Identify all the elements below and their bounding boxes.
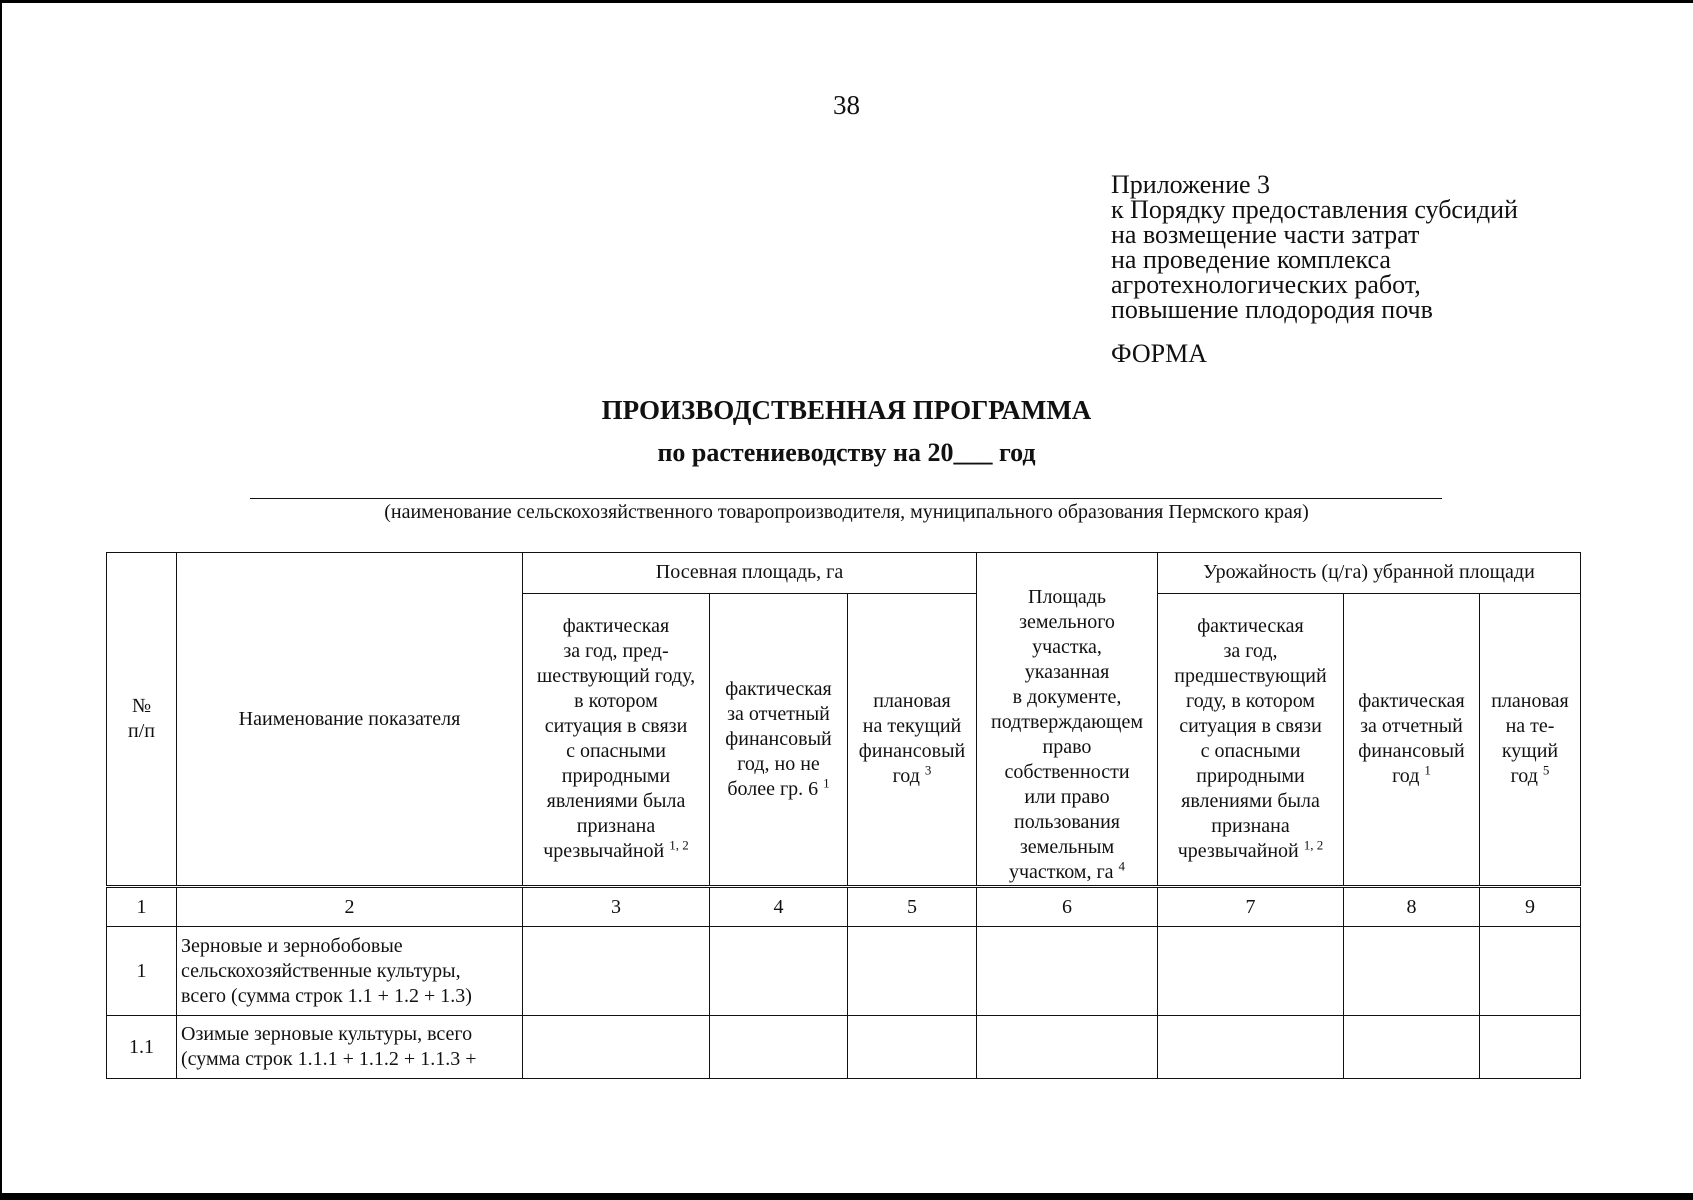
footnote-mark: 1, 2 (1303, 837, 1324, 853)
page-number: 38 (833, 90, 860, 120)
col-header-yield-report (1344, 593, 1480, 886)
column-number: 8 (1344, 887, 1480, 927)
scan-edge-left (0, 0, 2, 1200)
group-header-sown-area: Посевная площадь, га (523, 553, 977, 594)
appendix-line: на возмещение части затрат (1111, 220, 1420, 249)
input-cell[interactable] (977, 1016, 1158, 1079)
appendix-line: Приложение 3 (1111, 170, 1271, 199)
col-header-no: № п/п (107, 553, 177, 887)
col-header-area-plan (848, 593, 977, 886)
col-header-yield-prev-text: фактическая за год, предшествующий году, в котором ситуация в связи с опасными природными явлениями была признана чрезвычайной (1174, 615, 1327, 863)
footnote-mark: 4 (1118, 858, 1126, 874)
col-header-area-prev-text: фактическая за год, пред- шествующий году, в котором ситуация в связи с опасными природными явлениями была признана чрезвычайной (536, 615, 696, 863)
col-header-area-plan-text: плановая на текущий финансовый год (858, 690, 966, 788)
appendix-line: повышение плодородия почв (1111, 295, 1433, 324)
document-title: ПРОИЗВОДСТВЕННАЯ ПРОГРАММА (601, 395, 1092, 425)
col-header-yield-prev (1158, 593, 1344, 886)
input-cell[interactable] (1480, 1016, 1581, 1079)
input-cell[interactable] (977, 927, 1158, 1016)
row-number: 1 (107, 927, 177, 1016)
column-number: 6 (977, 887, 1158, 927)
input-cell[interactable] (848, 1016, 977, 1079)
input-cell[interactable] (710, 1016, 848, 1079)
scan-edge-top (0, 0, 1693, 3)
input-cell[interactable] (523, 1016, 710, 1079)
footnote-mark: 3 (924, 762, 932, 778)
input-cell[interactable] (848, 927, 977, 1016)
col-header-yield-plan (1480, 593, 1581, 886)
column-number: 1 (107, 887, 177, 927)
row-indicator-name: Озимые зерновые культуры, всего (сумма строк 1.1.1 + 1.1.2 + 1.1.3 + (177, 1016, 523, 1079)
col-header-land-area-text: Площадь земельного участка, указанная в документе, подтверждающем право собственности или право пользования земельным участком, га (991, 586, 1143, 883)
footnote-mark: 1 (823, 775, 830, 791)
input-cell[interactable] (1344, 927, 1480, 1016)
group-header-yield: Урожайность (ц/га) убранной площади (1158, 553, 1581, 594)
input-cell[interactable] (1158, 927, 1344, 1016)
production-program-table (106, 552, 1581, 1079)
footnote-mark: 1, 2 (669, 837, 689, 853)
column-number: 9 (1480, 887, 1581, 927)
appendix-line: на проведение комплекса (1111, 245, 1391, 274)
appendix-line: к Порядку предоставления субсидий (1111, 195, 1518, 224)
column-number: 4 (710, 887, 848, 927)
scan-edge-bottom (0, 1193, 1693, 1200)
appendix-block (1111, 172, 1631, 322)
col-header-area-prev (523, 593, 710, 886)
row-number: 1.1 (107, 1016, 177, 1079)
footnote-mark: 1 (1424, 762, 1431, 778)
document-subtitle: по растениеводству на 20___ год (657, 438, 1036, 467)
input-cell[interactable] (710, 927, 848, 1016)
column-number: 3 (523, 887, 710, 927)
input-cell[interactable] (1344, 1016, 1480, 1079)
col-header-yield-plan-text: плановая на те- кущий год (1491, 690, 1569, 788)
row-indicator-name: Зерновые и зернобобовые сельскохозяйственные культуры, всего (сумма строк 1.1 + 1.2 + 1.3) (177, 927, 523, 1016)
column-number: 2 (177, 887, 523, 927)
footnote-mark: 5 (1542, 762, 1550, 778)
header-row-top (107, 553, 1581, 594)
form-label: ФОРМА (1111, 339, 1207, 368)
input-cell[interactable] (1480, 927, 1581, 1016)
col-header-area-report (710, 593, 848, 886)
appendix-line: агротехнологических работ, (1111, 270, 1421, 299)
producer-name-caption: (наименование сельскохозяйственного товаропроизводителя, муниципального образования Пермского края) (384, 501, 1309, 523)
producer-name-line (250, 498, 1442, 500)
table-row (107, 927, 1581, 1016)
input-cell[interactable] (1158, 1016, 1344, 1079)
col-header-area-report-text: фактическая за отчетный финансовый год, но не более гр. 6 (725, 677, 832, 800)
col-header-name: Наименование показателя (177, 553, 523, 887)
column-number: 7 (1158, 887, 1344, 927)
column-number-row (107, 887, 1581, 927)
col-header-land-area (977, 553, 1158, 887)
table-row (107, 1016, 1581, 1079)
input-cell[interactable] (523, 927, 710, 1016)
col-header-yield-report-text: фактическая за отчетный финансовый год (1358, 690, 1465, 788)
column-number: 5 (848, 887, 977, 927)
